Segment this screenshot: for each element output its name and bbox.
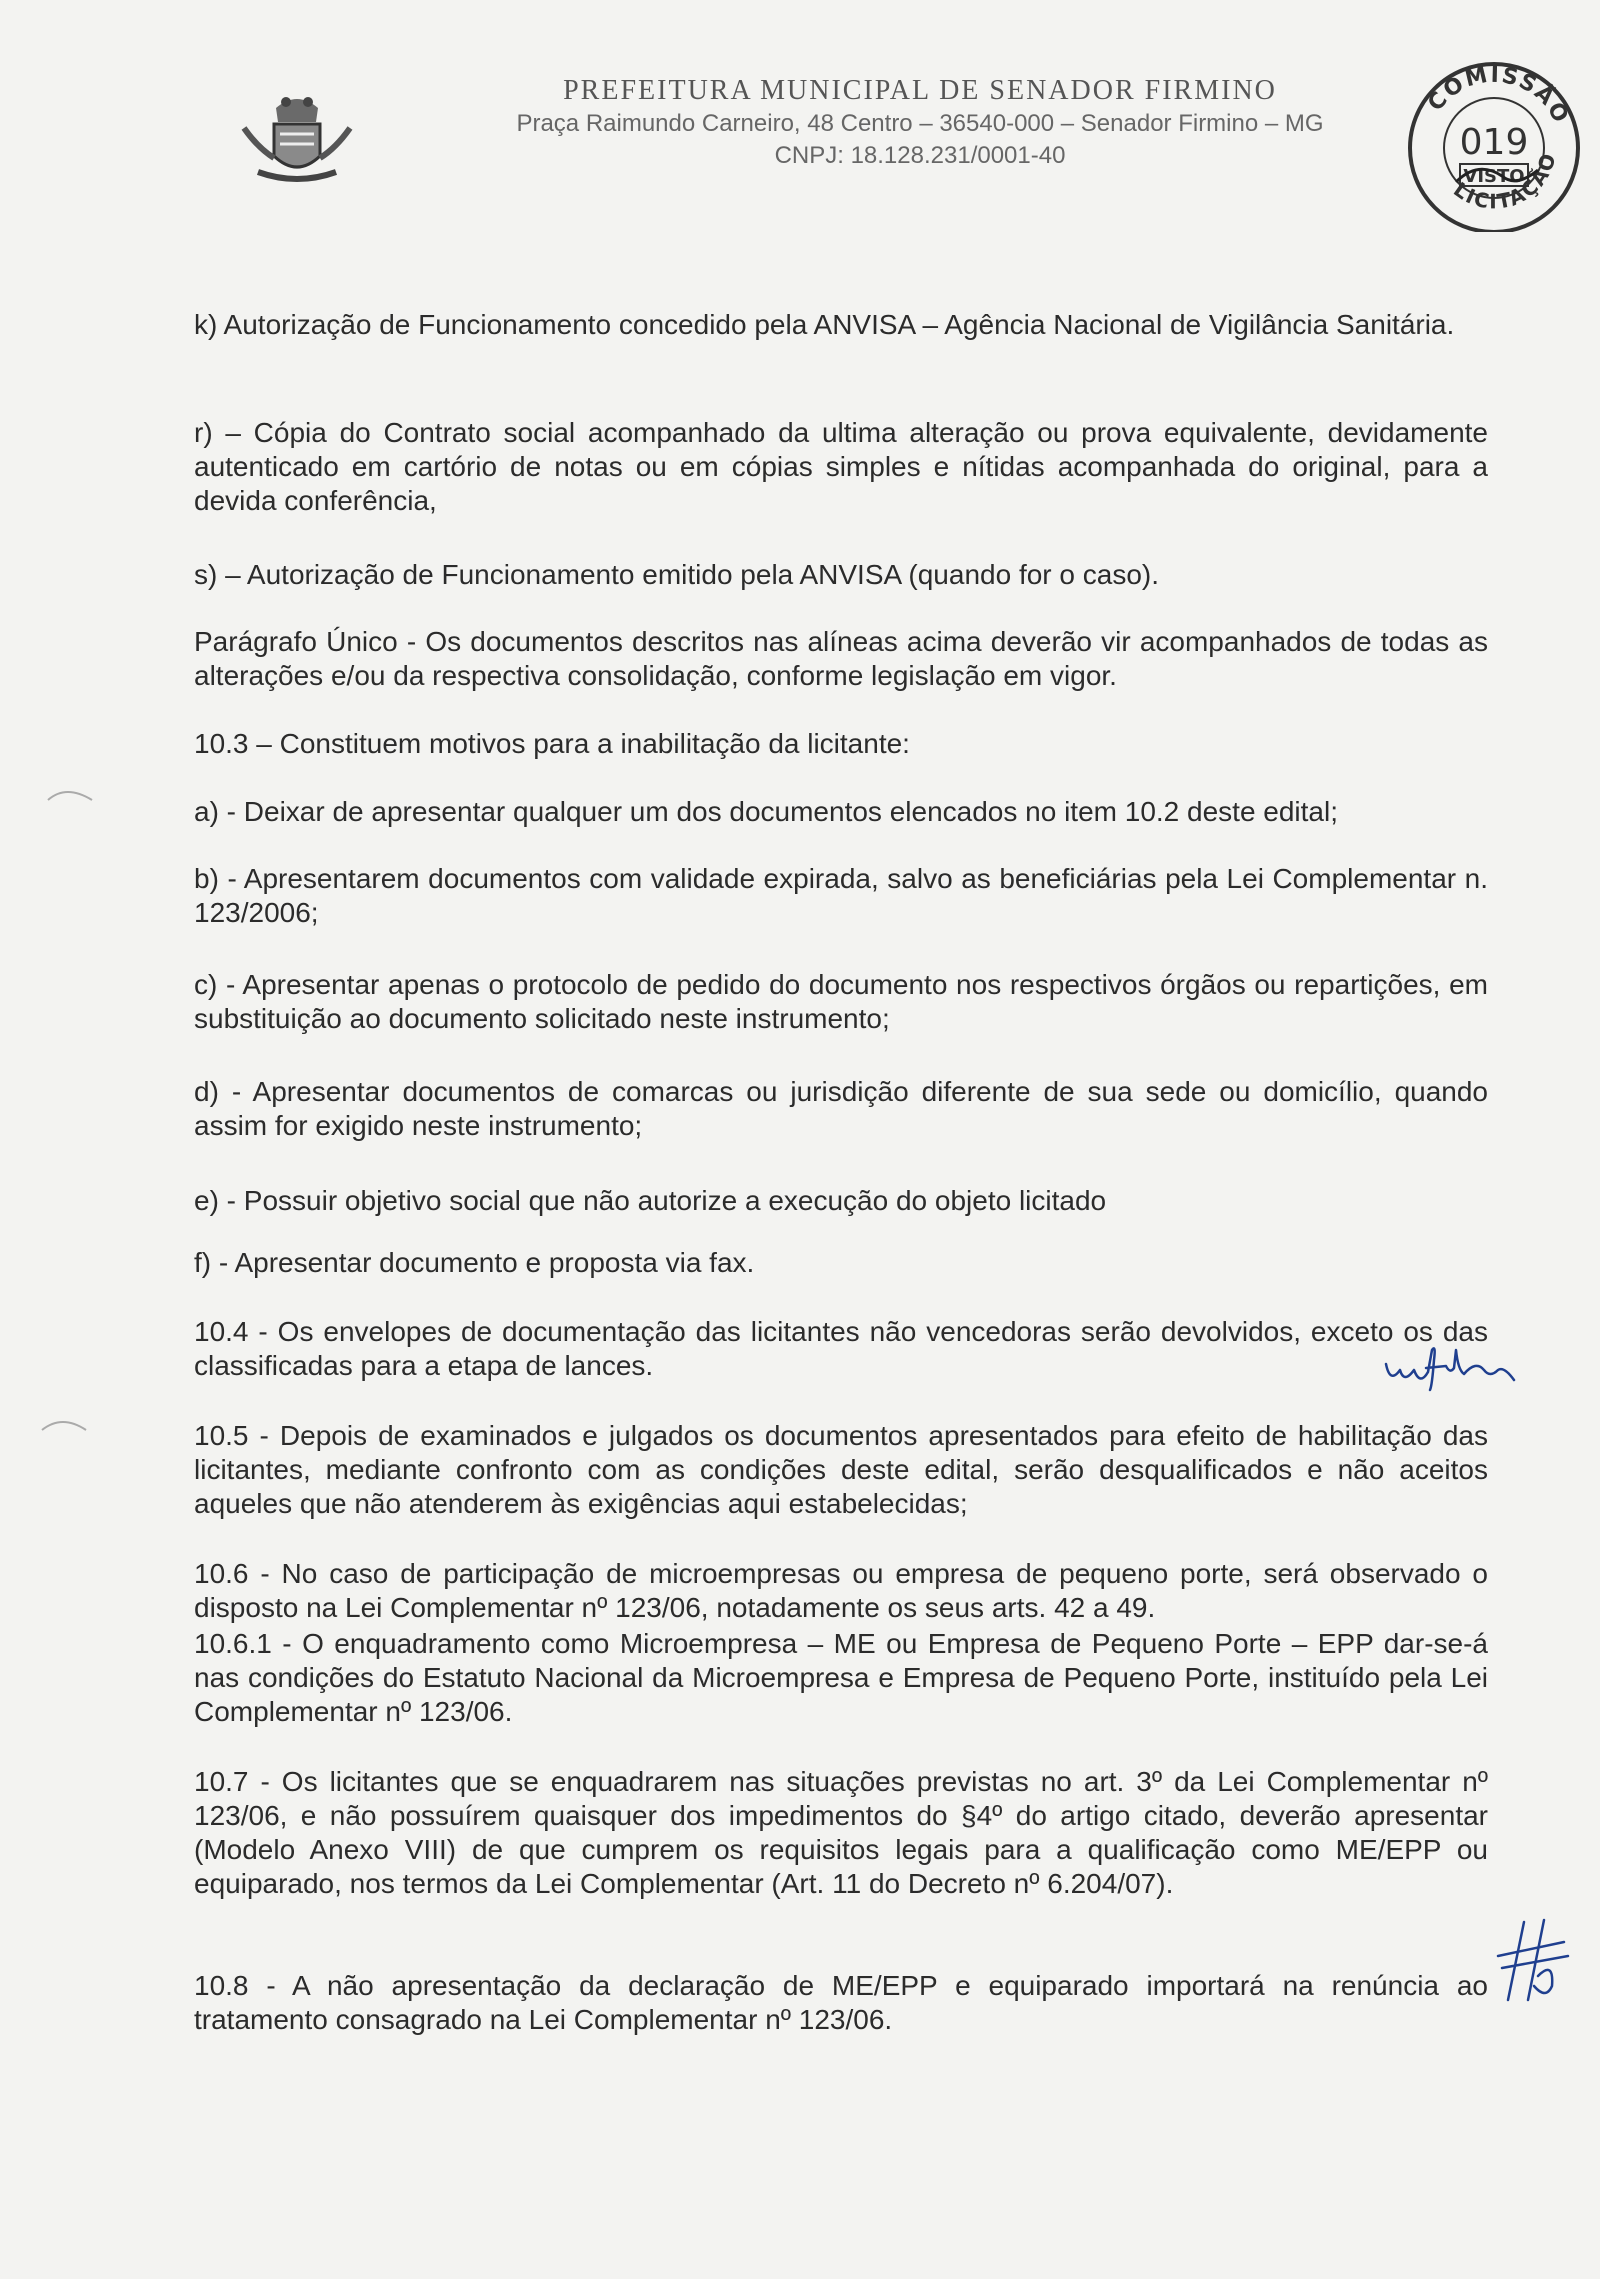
- paragrafo-unico: Parágrafo Único - Os documentos descritos nas alíneas acima deverão vir acompanhados de todas as alterações e/ou da respectiva consolidação, conforme legislação em vigor.: [194, 626, 1488, 691]
- svg-text:LICITAÇÃO: LICITAÇÃO: [1449, 149, 1562, 214]
- clause-10-4: 10.4 - Os envelopes de documentação das licitantes não vencedoras serão devolvidos, exceto os das classificadas para a etapa de lances.: [194, 1316, 1488, 1381]
- letterhead-title: PREFEITURA MUNICIPAL DE SENADOR FIRMINO: [563, 75, 1277, 106]
- municipal-crest-icon: [238, 88, 356, 188]
- item-c: c) - Apresentar apenas o protocolo de pedido do documento nos respectivos órgãos ou repartições, em substituição ao documento solicitado neste instrumento;: [194, 969, 1488, 1034]
- item-k: k) Autorização de Funcionamento concedido pela ANVISA – Agência Nacional de Vigilância Sanitária.: [194, 309, 1455, 340]
- item-e: e) - Possuir objetivo social que não autorize a execução do objeto licitado: [194, 1185, 1107, 1216]
- item-r: r) – Cópia do Contrato social acompanhado da ultima alteração ou prova equivalente, devidamente autenticado em cartório de notas ou em cópias simples e nítidas acompanhada do original, para a devida conferência,: [194, 417, 1488, 516]
- item-f: f) - Apresentar documento e proposta via fax.: [194, 1247, 755, 1278]
- clause-10-3: 10.3 – Constituem motivos para a inabilitação da licitante:: [194, 728, 910, 759]
- letterhead-cnpj: CNPJ: 18.128.231/0001-40: [774, 142, 1066, 169]
- margin-mark: [46, 784, 96, 804]
- svg-text:VISTO: VISTO: [1463, 166, 1525, 187]
- item-a: a) - Deixar de apresentar qualquer um dos documentos elencados no item 10.2 deste edital;: [194, 796, 1339, 827]
- commission-stamp: [1398, 52, 1588, 232]
- margin-mark: [40, 1414, 90, 1434]
- svg-text:COMISSÃO: COMISSÃO: [1423, 62, 1574, 129]
- letterhead: [440, 74, 1400, 172]
- item-d: d) - Apresentar documentos de comarcas ou jurisdição diferente de sua sede ou domicílio, quando assim for exigido neste instrumento;: [194, 1076, 1488, 1141]
- handwritten-initials-1: [1380, 1340, 1520, 1400]
- clause-10-8: 10.8 - A não apresentação da declaração de ME/EPP e equiparado importará na renúncia ao tratamento consagrado na Lei Complementar nº 123/06.: [194, 1970, 1488, 2035]
- clause-10-5: 10.5 - Depois de examinados e julgados os documentos apresentados para efeito de habilitação das licitantes, mediante confronto com as condições deste edital, serão desqualificados e não aceitos aqueles que não atenderem às exigências aqui estabelecidas;: [194, 1420, 1488, 1519]
- clause-10-6-1: 10.6.1 - O enquadramento como Microempresa – ME ou Empresa de Pequeno Porte – EPP dar-se-á nas condições do Estatuto Nacional da Microempresa e Empresa de Pequeno Porte, instituído pela Lei Complementar nº 123/06.: [194, 1628, 1488, 1727]
- clause-10-7: 10.7 - Os licitantes que se enquadrarem nas situações previstas no art. 3º da Lei Complementar nº 123/06, e não possuírem quaisquer dos impedimentos do §4º do artigo citado, deverão apresentar (Modelo Anexo VIII) de que cumprem os requisitos legais para a qualificação como ME/EPP ou equiparado, nos termos da Lei Complementar (Art. 11 do Decreto nº 6.204/07).: [194, 1766, 1488, 1899]
- clause-10-6: 10.6 - No caso de participação de microempresas ou empresa de pequeno porte, será observado o disposto na Lei Complementar nº 123/06, notadamente os seus arts. 42 a 49.: [194, 1558, 1488, 1623]
- svg-text:019: 019: [1459, 122, 1529, 163]
- letterhead-address: Praça Raimundo Carneiro, 48 Centro – 36540-000 – Senador Firmino – MG: [516, 110, 1324, 137]
- item-b: b) - Apresentarem documentos com validade expirada, salvo as beneficiárias pela Lei Complementar n. 123/2006;: [194, 863, 1488, 928]
- item-s: s) – Autorização de Funcionamento emitido pela ANVISA (quando for o caso).: [194, 559, 1160, 590]
- handwritten-initials-2: [1494, 1916, 1574, 2006]
